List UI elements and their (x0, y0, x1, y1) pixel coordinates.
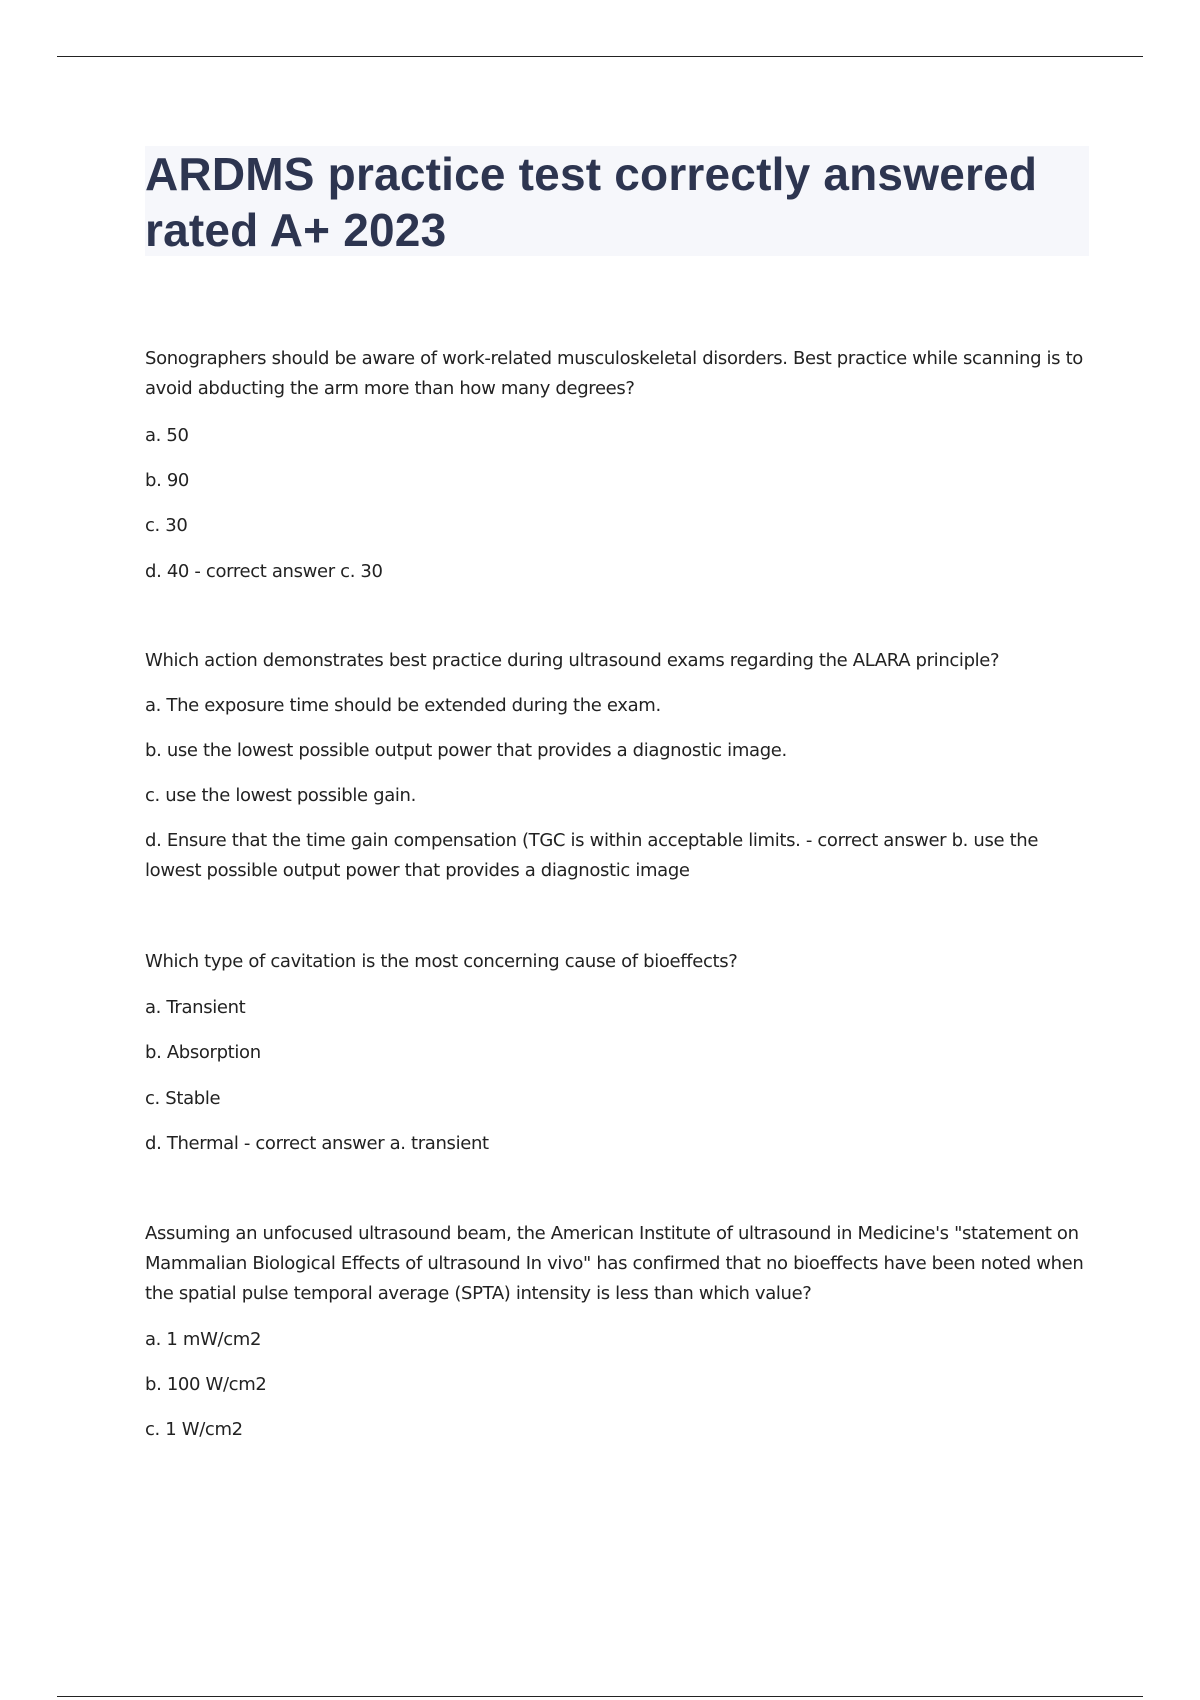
question-text: Sonographers should be aware of work-related musculoskeletal disorders. Best practice while scanning is to avoid abducting the arm more than how many degrees? (145, 348, 1083, 399)
question-block-4 (145, 1219, 1095, 1309)
footer-rule (57, 1696, 1143, 1697)
option-a: a. The exposure time should be extended during the exam. (145, 695, 661, 716)
option-d-answer: d. 40 - correct answer c. 30 (145, 561, 383, 582)
option-a: a. 50 (145, 425, 189, 446)
answer-option (145, 557, 1095, 587)
answer-option (145, 1415, 1095, 1445)
title-banner (145, 146, 1089, 256)
answer-option (145, 993, 1095, 1023)
title-line-1: ARDMS practice test correctly answered (145, 148, 1038, 200)
option-c: c. use the lowest possible gain. (145, 785, 416, 806)
page-title (145, 146, 1089, 258)
answer-option (145, 826, 1095, 886)
option-b: b. 100 W/cm2 (145, 1374, 267, 1395)
option-a: a. 1 mW/cm2 (145, 1329, 262, 1350)
question-block-1 (145, 344, 1095, 404)
option-d-answer: d. Thermal - correct answer a. transient (145, 1133, 489, 1154)
option-c: c. 1 W/cm2 (145, 1419, 243, 1440)
option-d-answer: d. Ensure that the time gain compensation (TGC is within acceptable limits. - correct answer b. use the lowest possible output power that provides a diagnostic image (145, 830, 1039, 881)
option-c: c. Stable (145, 1088, 221, 1109)
option-b: b. Absorption (145, 1042, 261, 1063)
question-text: Assuming an unfocused ultrasound beam, the American Institute of ultrasound in Medicine's "statement on Mammalian Biological Effects of ultrasound In vivo" has confirmed that no bioeffects have been noted when the spatial pulse temporal average (SPTA) intensity is less than which value? (145, 1223, 1084, 1304)
answer-option (145, 466, 1095, 496)
answer-option (145, 1370, 1095, 1400)
header-rule (57, 56, 1143, 57)
answer-option (145, 511, 1095, 541)
answer-option (145, 421, 1095, 451)
answer-option (145, 781, 1095, 811)
question-block-2 (145, 646, 1095, 676)
answer-option (145, 1325, 1095, 1355)
answer-option (145, 1129, 1095, 1159)
option-b: b. use the lowest possible output power that provides a diagnostic image. (145, 740, 787, 761)
answer-option (145, 1084, 1095, 1114)
title-line-2: rated A+ 2023 (145, 204, 447, 256)
option-c: c. 30 (145, 515, 188, 536)
question-text: Which action demonstrates best practice during ultrasound exams regarding the ALARA principle? (145, 650, 1000, 671)
answer-option (145, 736, 1095, 766)
option-b: b. 90 (145, 470, 190, 491)
question-block-3 (145, 947, 1095, 977)
question-text: Which type of cavitation is the most concerning cause of bioeffects? (145, 951, 738, 972)
option-a: a. Transient (145, 997, 246, 1018)
answer-option (145, 1038, 1095, 1068)
answer-option (145, 691, 1095, 721)
